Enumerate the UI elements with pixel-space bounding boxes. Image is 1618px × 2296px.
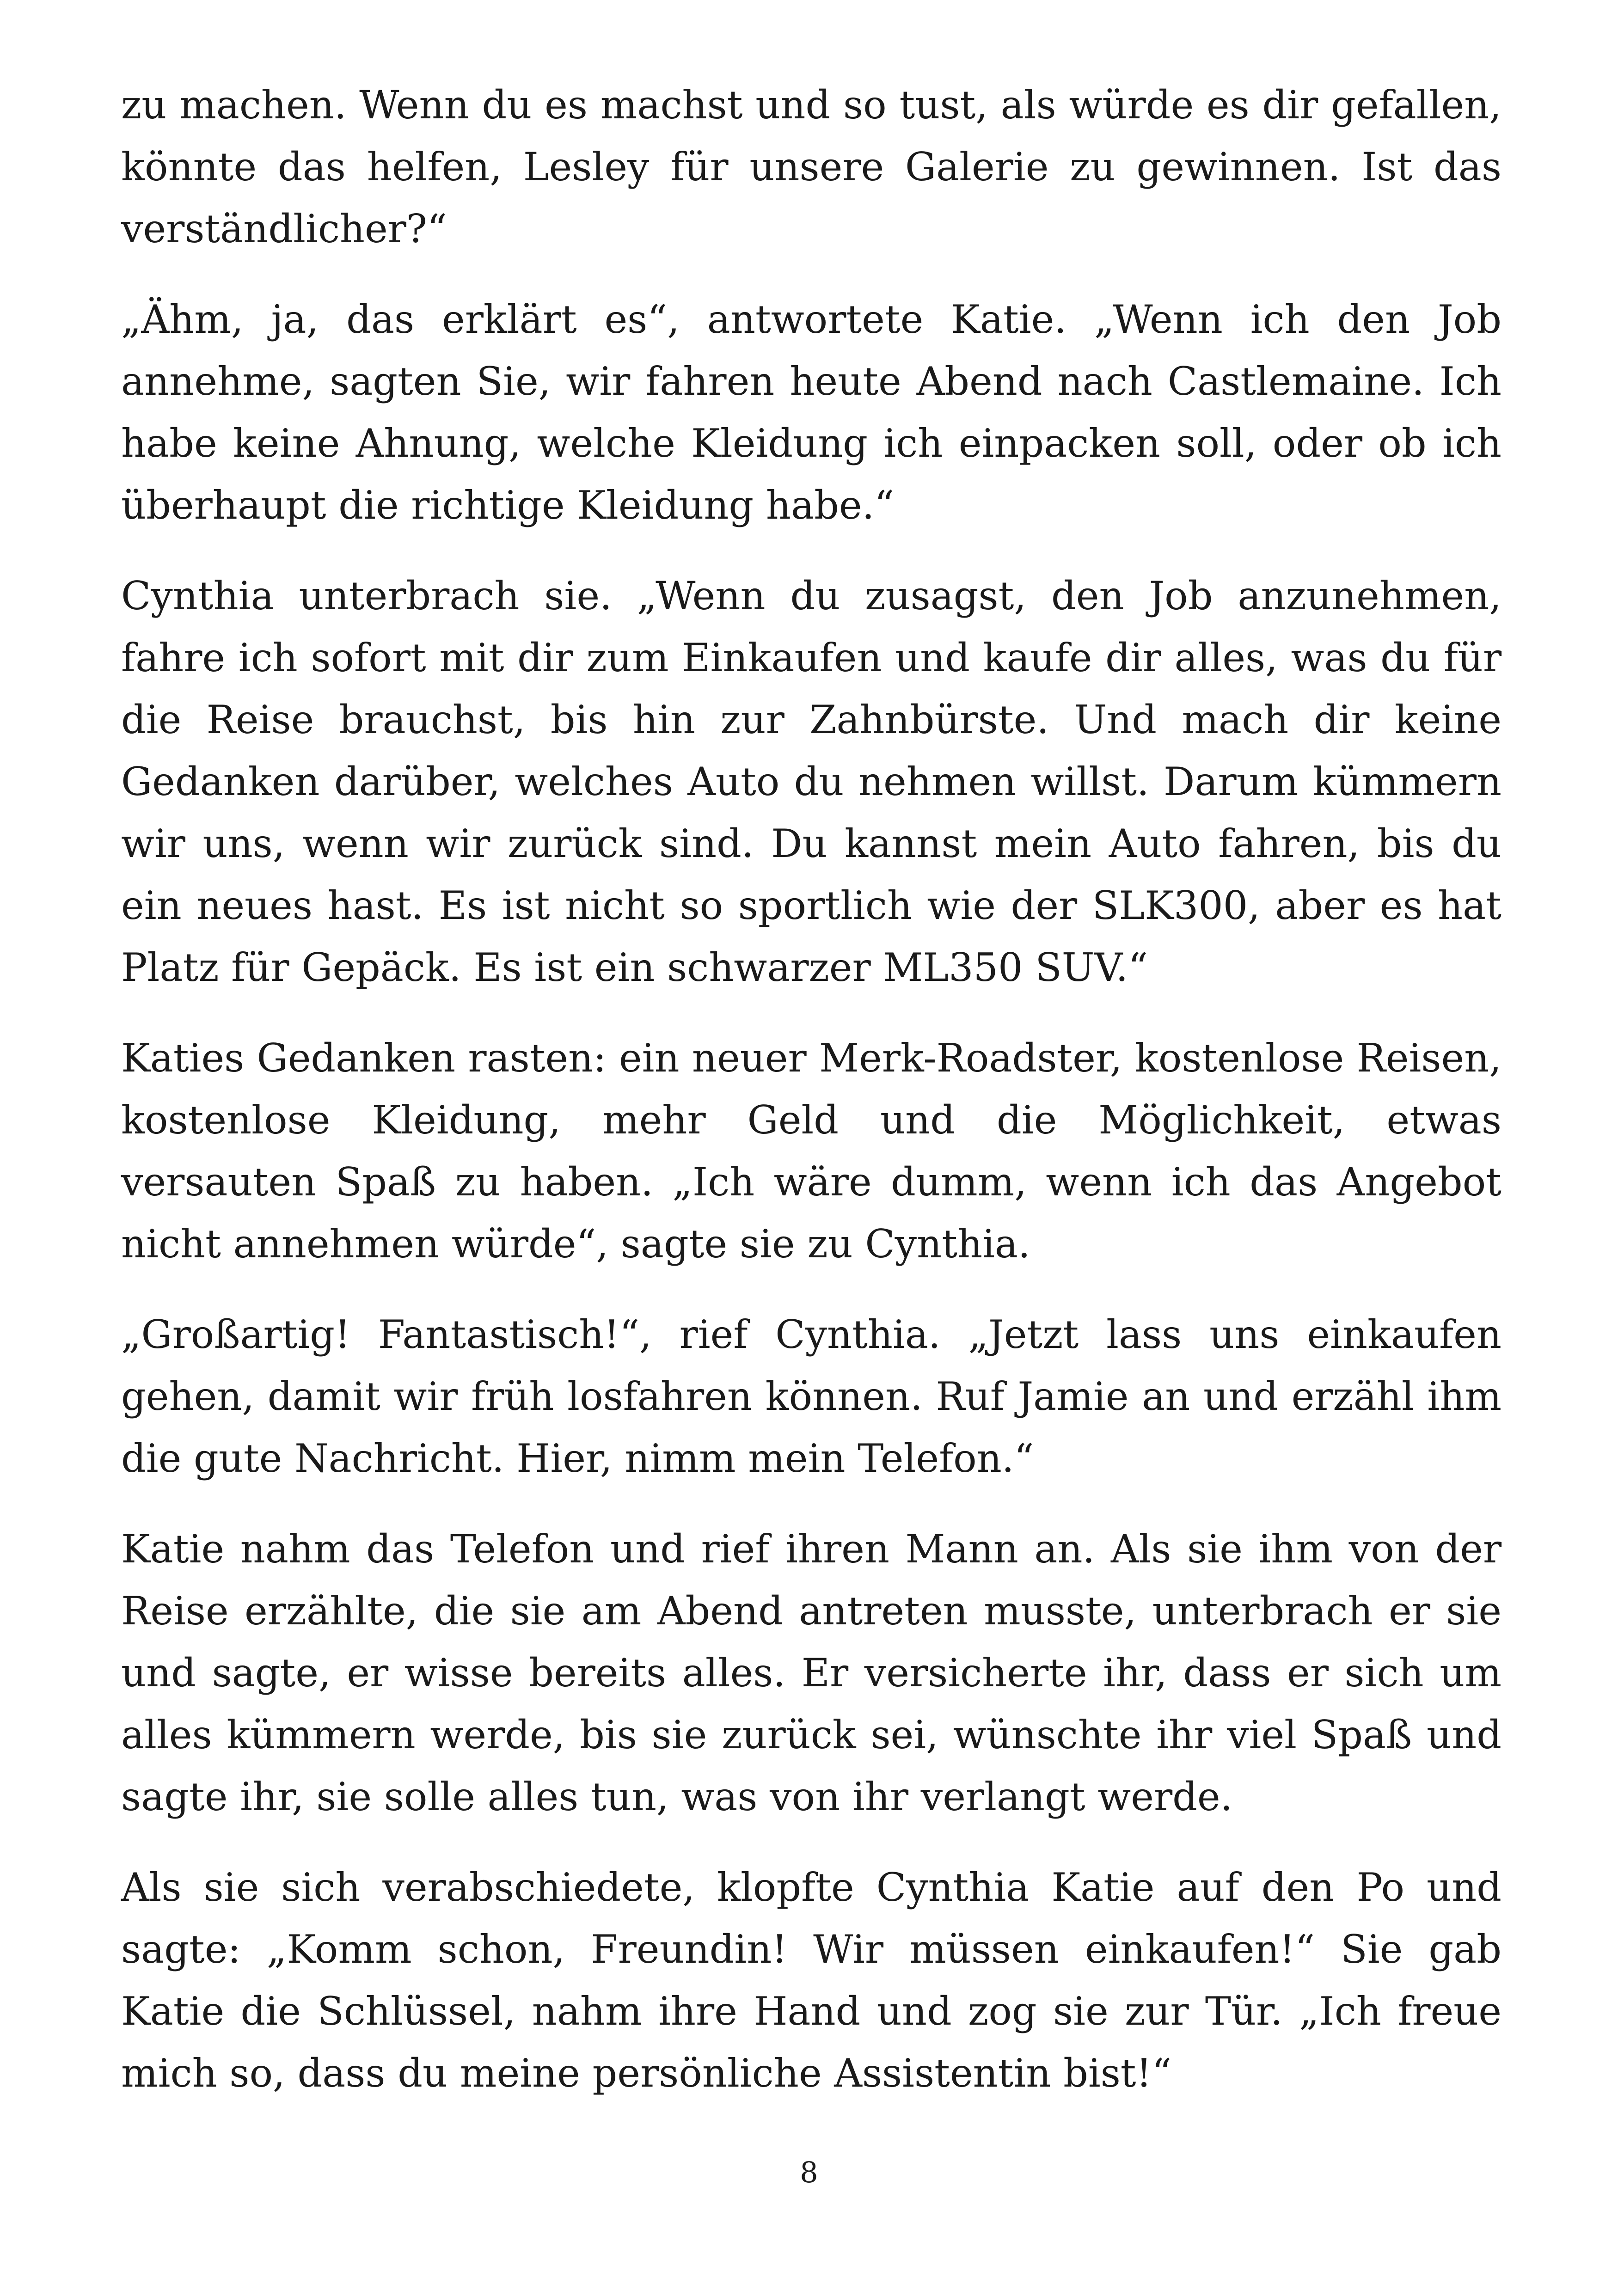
paragraph-2: „Ähm, ja, das erklärt es“, antwortete Katie. „Wenn ich den Job annehme, sagten Sie, wir fahren heute Abend nach Castlemaine. Ich habe keine Ahnung, welche Kleidung ich einpacken soll, oder ob ich überhaupt die richtige Kleidung habe.“ [121, 297, 1502, 528]
paragraph-3: Cynthia unterbrach sie. „Wenn du zusagst, den Job anzunehmen, fahre ich sofort mit dir zum Einkaufen und kaufe dir alles, was du für die Reise brauchst, bis hin zur Zahnbürste. Und mach dir keine Gedanken darüber, welches Auto du nehmen willst. Darum kümmern wir uns, wenn wir zurück sind. Du kannst mein Auto fahren, bis du ein neues hast. Es ist nicht so sportlich wie der SLK300, aber es hat Platz für Gepäck. Es ist ein schwarzer ML350 SUV.“ [121, 573, 1502, 990]
paragraph-4: Katies Gedanken rasten: ein neuer Merk-Roadster, kostenlose Reisen, kostenlose Kleidung, mehr Geld und die Möglichkeit, etwas versauten Spaß zu haben. „Ich wäre dumm, wenn ich das Angebot nicht annehmen würde“, sagte sie zu Cynthia. [121, 1035, 1502, 1267]
page-number: 8 [800, 2155, 818, 2189]
paragraph-7: Als sie sich verabschiedete, klopfte Cynthia Katie auf den Po und sagte: „Komm schon, Freundin! Wir müssen einkaufen!“ Sie gab Katie die Schlüssel, nahm ihre Hand und zog sie zur Tür. „Ich freue mich so, dass du meine persönliche Assistentin bist!“ [121, 1865, 1502, 2096]
body-text [121, 74, 1502, 2104]
paragraph-6: Katie nahm das Telefon und rief ihren Mann an. Als sie ihm von der Reise erzählte, die sie am Abend antreten musste, unterbrach er sie und sagte, er wisse bereits alles. Er versicherte ihr, dass er sich um alles kümmern werde, bis sie zurück sei, wünschte ihr viel Spaß und sagte ihr, sie solle alles tun, was von ihr verlangt werde. [121, 1526, 1502, 1819]
paragraph-5: „Großartig! Fantastisch!“, rief Cynthia. „Jetzt lass uns einkaufen gehen, damit wir früh losfahren können. Ruf Jamie an und erzähl ihm die gute Nachricht. Hier, nimm mein Telefon.“ [121, 1312, 1502, 1481]
paragraph-1: zu machen. Wenn du es machst und so tust, als würde es dir gefallen, könnte das helfen, Lesley für unsere Galerie zu gewinnen. Ist das verständlicher?“ [121, 82, 1502, 251]
